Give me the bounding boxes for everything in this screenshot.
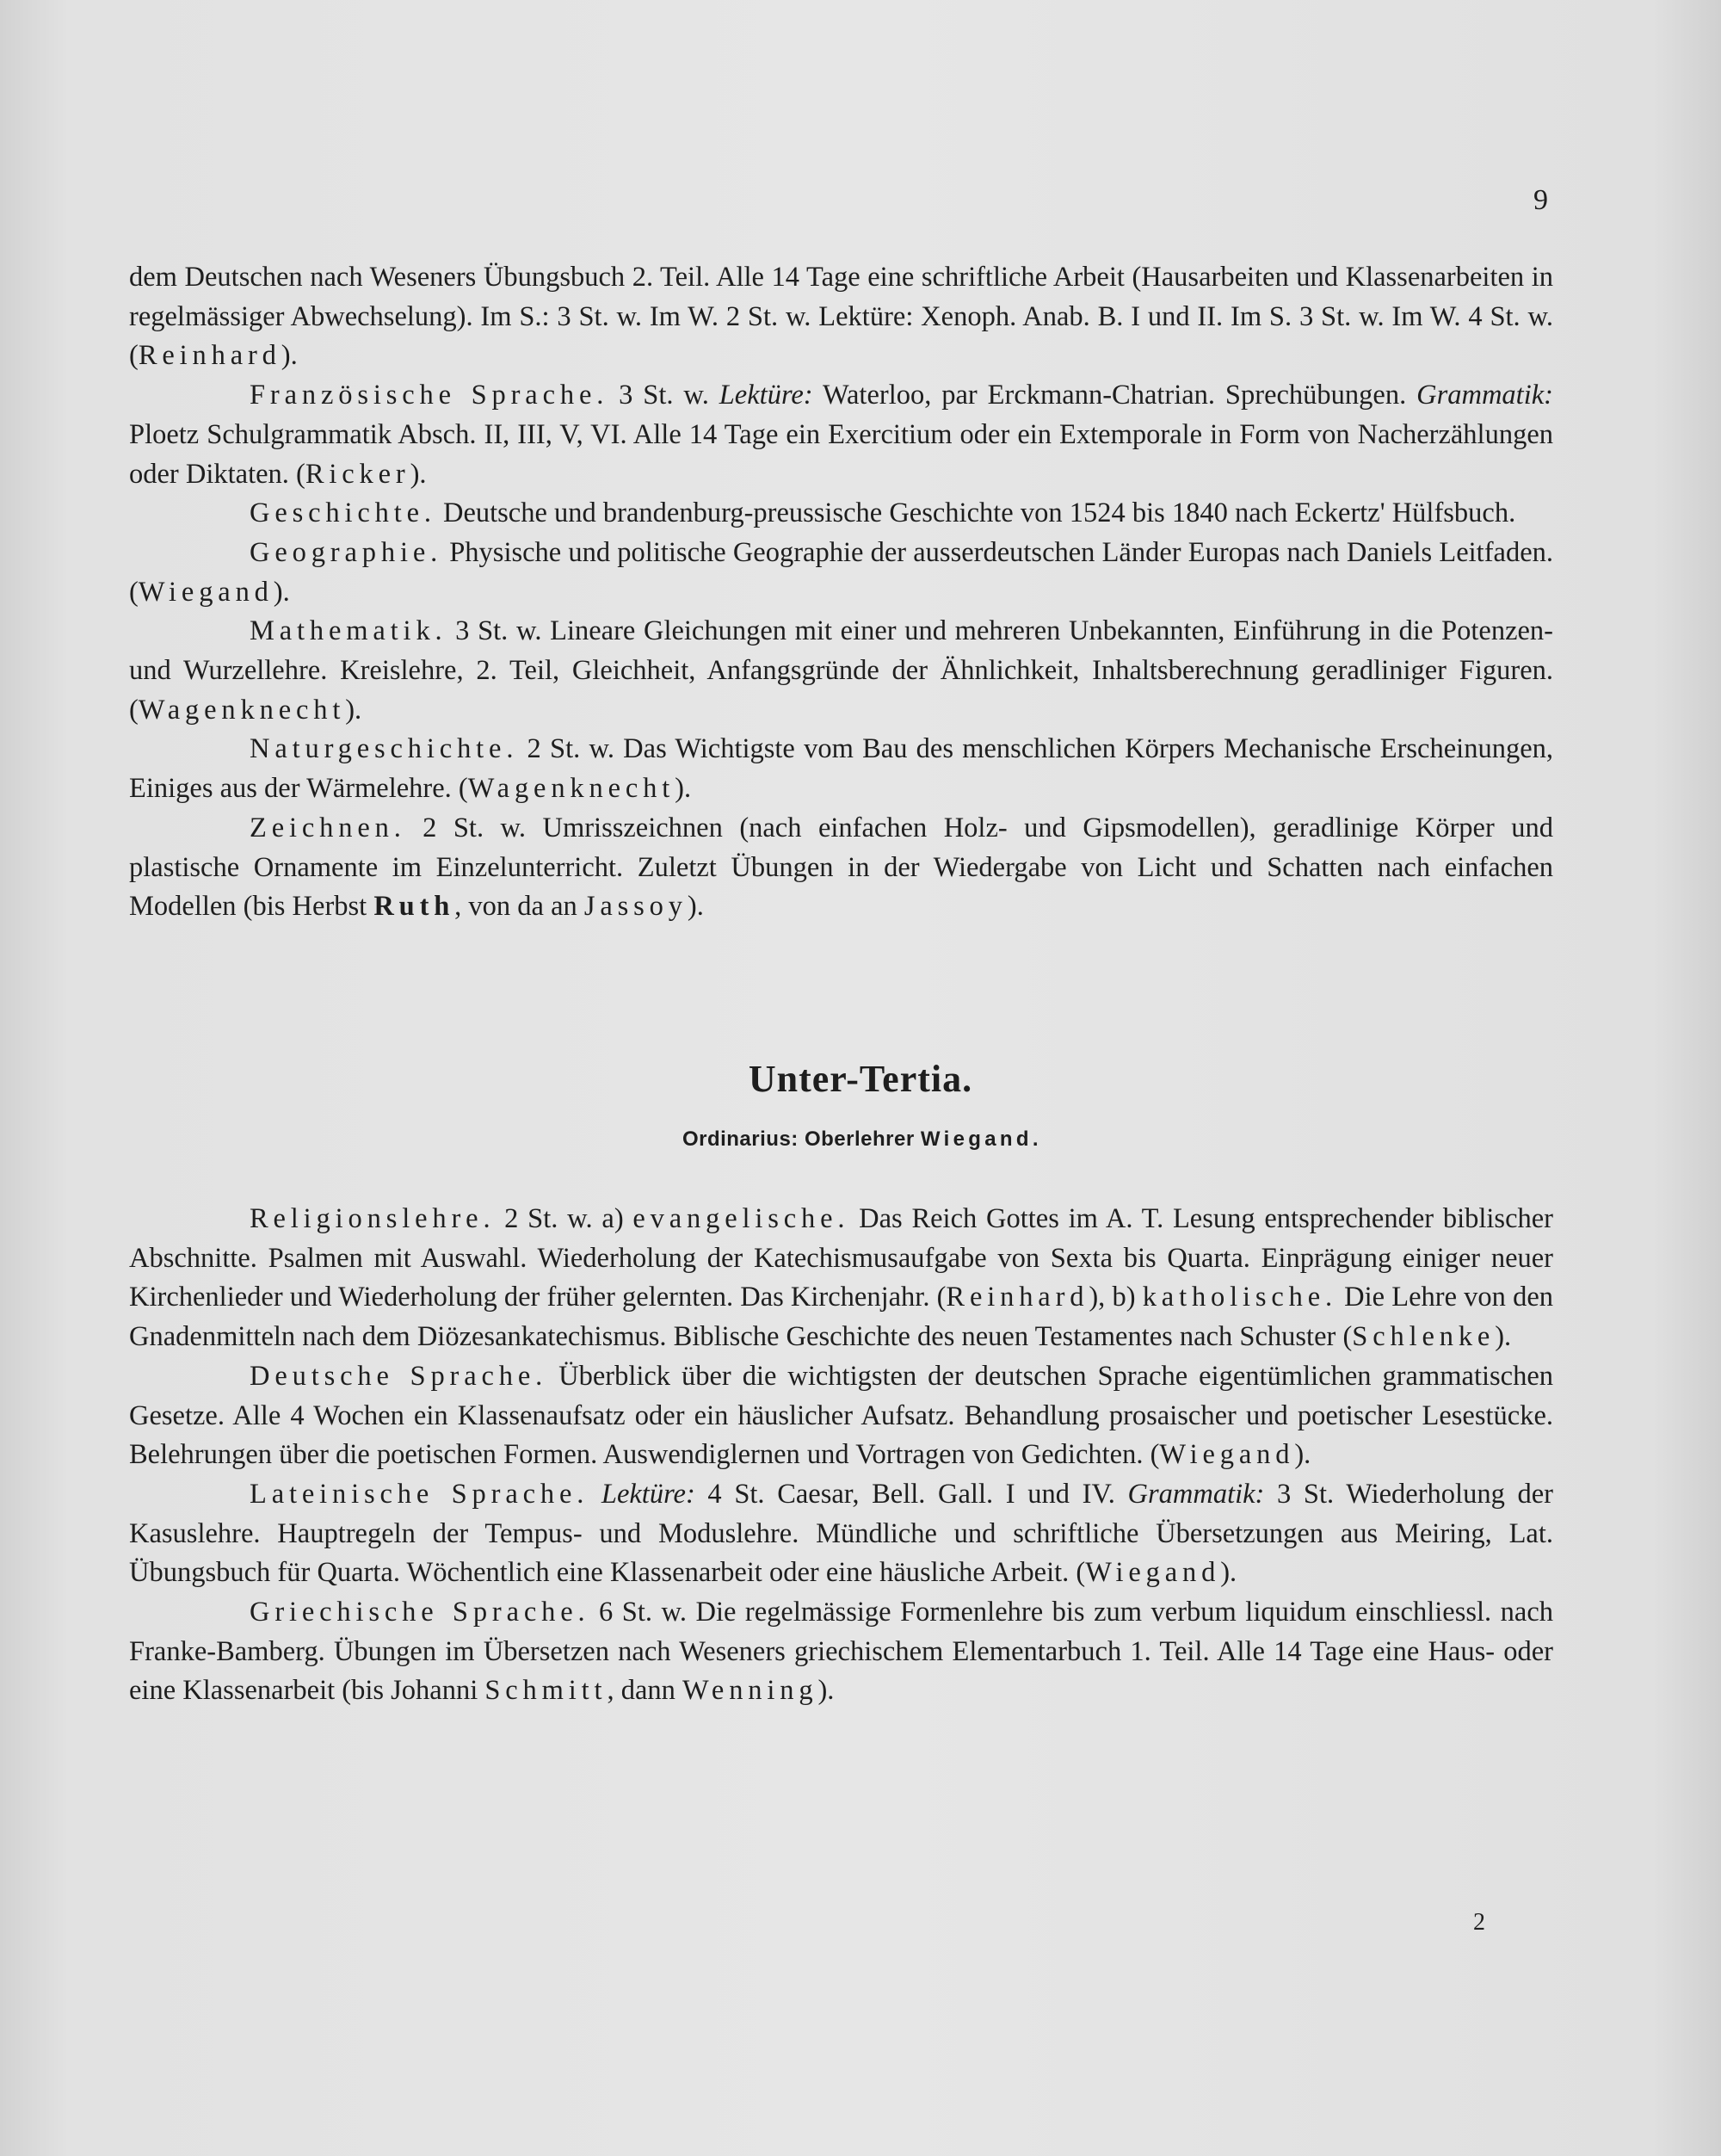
subject-name: Lateinische Sprache. (250, 1478, 589, 1510)
paragraph-griechisch: Griechische Sprache. 6 St. w. Die regelmässige Formenlehre bis zum verbum liquidum einschliessl. nach Franke-Bamberg. Übungen im Übersetzen nach Weseners griechischem Elementarbuch 1. Teil. Alle 14 Tage eine Haus- oder eine Klassenarbeit (bis Johanni Schmitt, dann Wenning). (129, 1597, 1553, 1707)
subject-name: Mathematik. (250, 615, 447, 647)
sheet-signature-number: 2 (1473, 1909, 1485, 1936)
teacher-name: Ruth (373, 891, 455, 923)
subject-name: Geographie. (250, 536, 443, 568)
teacher-name: Wiegand (1159, 1439, 1295, 1471)
paragraph-geographie: Geographie. Physische und politische Geographie der ausserdeutschen Länder Europas nach Daniels Leitfaden. (Wiegand). (129, 536, 1553, 608)
subject-name: Zeichnen. (250, 812, 406, 843)
teacher-name: Wiegand (138, 576, 274, 608)
teacher-name: Wenning (682, 1675, 818, 1707)
teacher-name: Schlenke (1352, 1321, 1496, 1353)
teacher-name: Wagenknecht (138, 694, 346, 726)
paragraph-religionslehre: Religionslehre. 2 St. w. a) evangelische. Das Reich Gottes im A. T. Lesung entsprechender biblischer Abschnitte. Psalmen mit Auswahl. Wiederholung der Katechismusaufgabe von Sexta bis Quarta. Einprägung einiger neuer Kirchenlieder und Wiederholung der früher gelernten. Das Kirchenjahr. (Reinhard), b) katholische. Die Lehre von den Gnadenmitteln nach dem Diözesankatechismus. Biblische Geschichte des neuen Testamentes nach Schuster (Schlenke). (129, 1203, 1553, 1353)
section-heading: Unter-Tertia. (748, 1058, 973, 1100)
paragraph-griechisch-continued: dem Deutschen nach Weseners Übungsbuch 2. Teil. Alle 14 Tage eine schriftliche Arbeit (Hausarbeiten und Klassenarbeiten in regelmässiger Abwechselung). Im S.: 3 St. w. Im W. 2 St. w. Lektüre: Xenoph. Anab. B. I und II. Im S. 3 St. w. Im W. 4 St. w. (Reinhard). (129, 262, 1553, 372)
teacher-name: Schmitt (484, 1675, 608, 1707)
teacher-name: Reinhard (946, 1282, 1089, 1313)
teacher-name: Reinhard (138, 340, 281, 372)
paragraph-franzoesisch: Französische Sprache. 3 St. w. Lektüre: Waterloo, par Erckmann-Chatrian. Sprechübungen. Grammatik: Ploetz Schulgrammatik Absch. II, III, V, VI. Alle 14 Tage ein Exercitium oder ein Extemporale in Form von Nacherzählungen oder Diktaten. (Ricker). (129, 380, 1553, 490)
subject-name: Religionslehre. (250, 1203, 496, 1234)
subject-name: Griechische Sprache. (250, 1597, 590, 1628)
ordinarius-line: Ordinarius: Oberlehrer Wiegand. (682, 1127, 1039, 1151)
paragraph-geschichte: Geschichte. Deutsche und brandenburg-preussische Geschichte von 1524 bis 1840 nach Eckertz' Hülfsbuch. (250, 497, 1516, 529)
teacher-name: Wagenknecht (467, 773, 675, 805)
section-obertertia-continued (129, 258, 1553, 927)
teacher-name: Jassoy (583, 891, 688, 923)
paragraph-latein: Lateinische Sprache. Lektüre: 4 St. Caesar, Bell. Gall. I und IV. Grammatik: 3 St. Wiederholung der Kasuslehre. Hauptregeln der Tempus- und Moduslehre. Mündliche und schriftliche Übersetzungen aus Meiring, Lat. Übungsbuch für Quarta. Wöchentlich eine Klassenarbeit oder eine häusliche Arbeit. (Wiegand). (129, 1478, 1553, 1589)
subject-name: Geschichte. (250, 497, 436, 529)
teacher-name: Ricker (305, 458, 410, 490)
paragraph-zeichnen: Zeichnen. 2 St. w. Umrisszeichnen (nach einfachen Holz- und Gipsmodellen), geradlinige Körper und plastische Ornamente im Einzelunterricht. Zuletzt Übungen in der Wiedergabe von Licht und Schatten nach einfachen Modellen (bis Herbst Ruth, von da an Jassoy). (129, 812, 1553, 923)
paragraph-naturgeschichte: Naturgeschichte. 2 St. w. Das Wichtigste vom Bau des menschlichen Körpers Mechanische Erscheinungen, Einiges aus der Wärmelehre. (Wagenknecht). (129, 733, 1553, 805)
subject-name: Französische Sprache. (250, 380, 609, 411)
paragraph-mathematik: Mathematik. 3 St. w. Lineare Gleichungen mit einer und mehreren Unbekannten, Einführung in die Potenzen- und Wurzellehre. Kreislehre, 2. Teil, Gleichheit, Anfangsgründe der Ähnlichkeit, Inhaltsberechnung geradliniger Figuren. (Wagenknecht). (129, 615, 1553, 726)
page-number: 9 (1533, 184, 1548, 216)
section-untertertia (129, 1200, 1553, 1711)
teacher-name: Wiegand (1085, 1557, 1221, 1589)
subject-name: Deutsche Sprache. (250, 1360, 548, 1392)
teacher-name: Wiegand (920, 1127, 1033, 1151)
subject-name: Naturgeschichte. (250, 733, 519, 765)
paragraph-deutsch: Deutsche Sprache. Überblick über die wichtigsten der deutschen Sprache eigentümlichen grammatischen Gesetze. Alle 4 Wochen ein Klassenaufsatz oder ein häuslicher Aufsatz. Behandlung prosaischer und poetischer Lesestücke. Belehrungen über die poetischen Formen. Auswendiglernen und Vortragen von Gedichten. (Wiegand). (129, 1360, 1553, 1471)
